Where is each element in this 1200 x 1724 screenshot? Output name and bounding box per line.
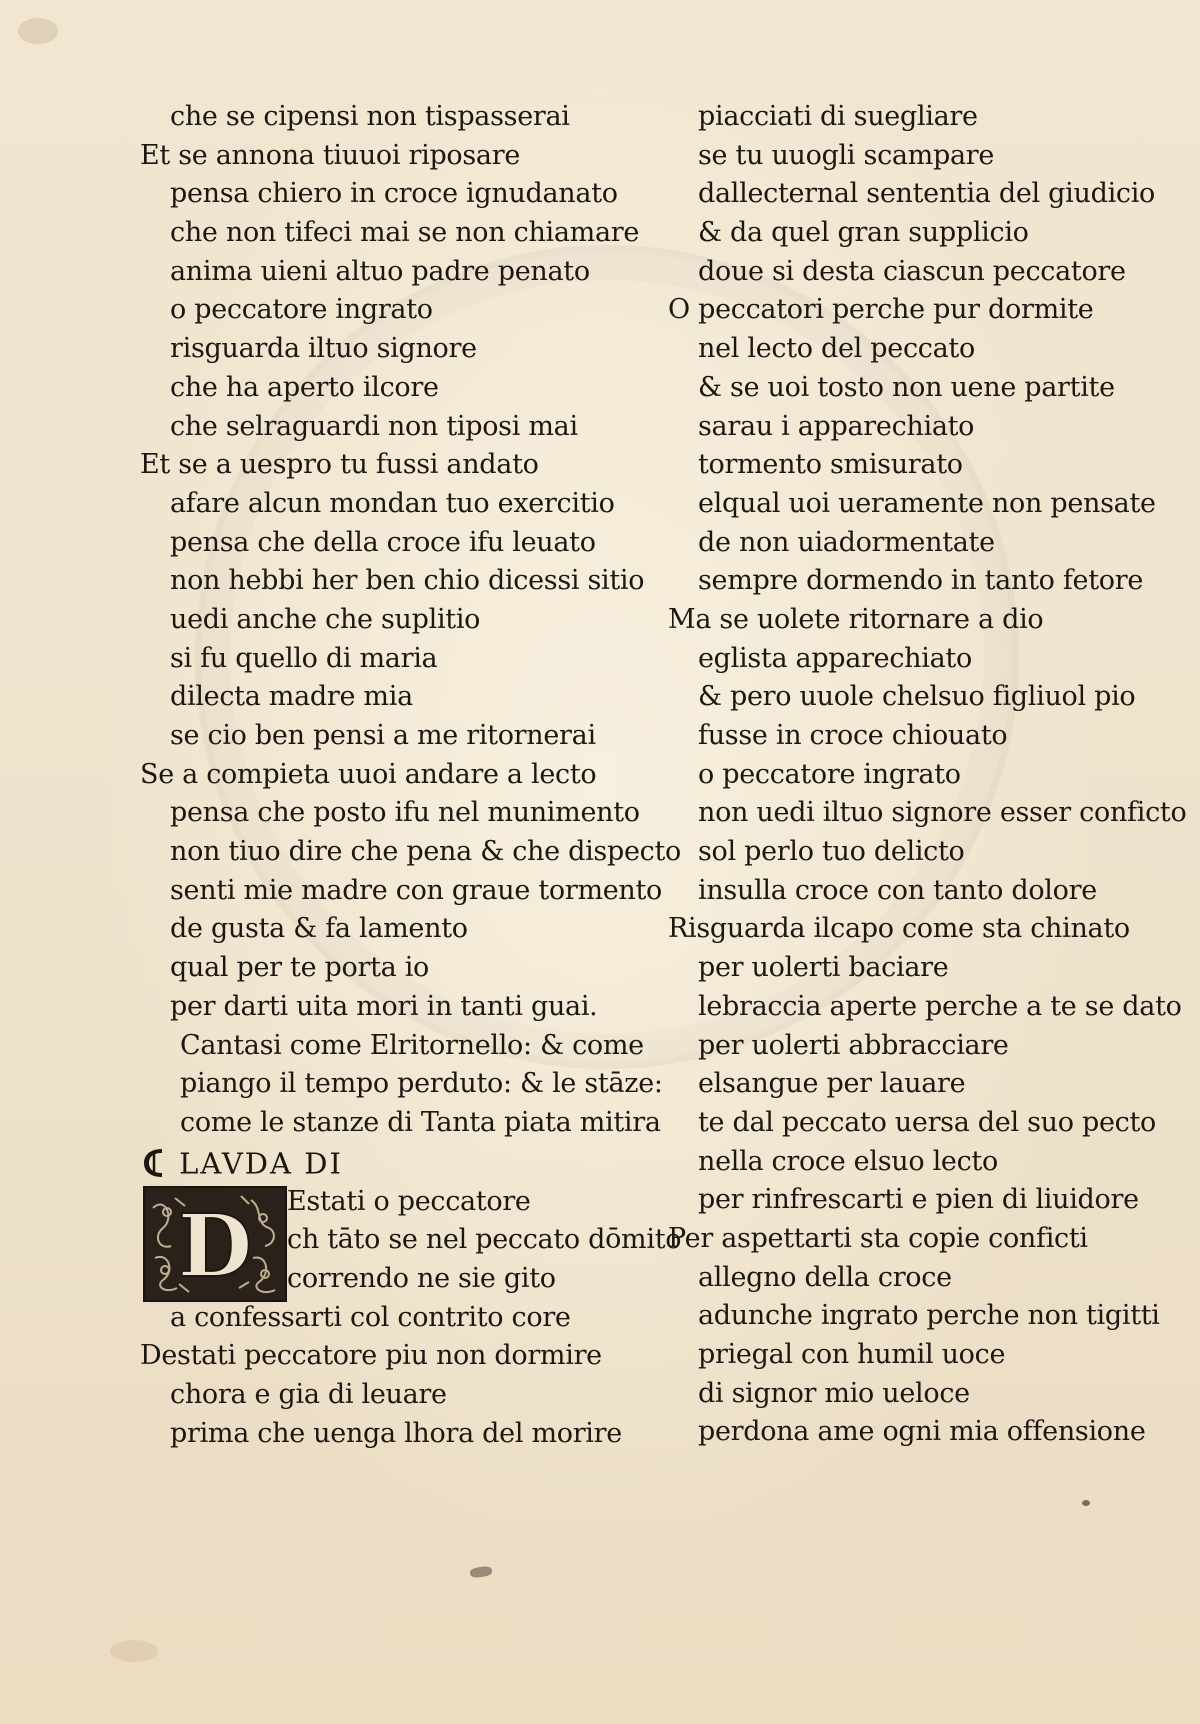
verse-line: dallecternal sententia del giudicio <box>698 178 1156 210</box>
verse-line: a confessarti col contrito core <box>170 1301 571 1333</box>
verse-line: se cio ben pensi a me ritornerai <box>170 720 596 751</box>
lines-beside-initial <box>287 1183 681 1299</box>
rubric-line: Cantasi come Elritornello: & come <box>180 1029 644 1061</box>
verse-line: Et se annona tiuuoi riposare <box>140 139 521 171</box>
verse-line: insulla croce con tanto dolore <box>698 874 1097 906</box>
verse-line: di signor mio ueloce <box>698 1377 970 1409</box>
verse-line: nella croce elsuo lecto <box>698 1145 998 1177</box>
left-column <box>140 98 682 1453</box>
decorated-initial-block <box>140 1183 682 1299</box>
verse-line: chora e gia di leuare <box>170 1378 447 1410</box>
verse-line: risguarda iltuo signore <box>170 333 477 365</box>
verse-line: non uedi iltuo signore esser conficto <box>698 797 1187 829</box>
verse-line: che se cipensi non tispasserai <box>170 101 570 132</box>
verse-line: de non uiadormentate <box>698 526 995 558</box>
section-heading <box>140 1143 670 1183</box>
verse-line: & se uoi tosto non uene partite <box>698 371 1115 403</box>
verse-line: pensa che posto ifu nel munimento <box>170 797 640 829</box>
verse-line: doue si desta ciascun peccatore <box>698 255 1126 287</box>
verse-line: sempre dormendo in tanto fetore <box>698 565 1144 597</box>
rubric-line: come le stanze di Tanta piata mitira <box>180 1106 661 1138</box>
verse-line: allegno della croce <box>698 1261 952 1293</box>
verse-line: senti mie madre con graue tormento <box>170 874 663 906</box>
svg-text:D: D <box>177 1195 253 1297</box>
verse-line: elqual uoi ueramente non pensate <box>698 487 1156 519</box>
verse-line: non tiuo dire che pena & che dispecto <box>170 836 681 868</box>
verse-line: ch tāto se nel peccato dōmito <box>287 1224 682 1256</box>
verse-line: sarau i apparechiato <box>698 410 975 442</box>
verse-line: prima che uenga lhora del morire <box>170 1417 622 1449</box>
ink-dot <box>1082 1500 1090 1506</box>
verse-line: che non tifeci mai se non chiamare <box>170 217 640 249</box>
verse-line: che selraguardi non tiposi mai <box>170 410 578 442</box>
verse-line: elsangue per lauare <box>698 1068 966 1100</box>
verse-line: piacciati di suegliare <box>698 101 978 132</box>
verse-line: anima uieni altuo padre penato <box>170 255 590 287</box>
verse-line: Per aspettarti sta copie conficti <box>668 1222 1088 1254</box>
verse-line: de gusta & fa lamento <box>170 913 468 945</box>
verse-line: priegal con humil uoce <box>698 1339 1006 1370</box>
verse-line: tormento smisurato <box>698 449 963 481</box>
verse-line: Ma se uolete ritornare a dio <box>668 603 1044 635</box>
verse-line: per uolerti baciare <box>698 952 949 984</box>
verse-line: lebraccia aperte perche a te se dato <box>698 990 1182 1022</box>
verse-line: pensa chiero in croce ignudanato <box>170 178 618 210</box>
verse-line: fusse in croce chiouato <box>698 720 1008 751</box>
verse-line: te dal peccato uersa del suo pecto <box>698 1106 1156 1138</box>
verse-line: uedi anche che suplitio <box>170 603 481 635</box>
stain-top-left <box>18 18 58 44</box>
verse-line: afare alcun mondan tuo exercitio <box>170 487 615 519</box>
verse-line: pensa che della croce ifu leuato <box>170 526 596 558</box>
woodcut-initial <box>143 1186 287 1302</box>
verse-line: qual per te porta io <box>170 952 430 984</box>
verse-line: Risguarda ilcapo come sta chinato <box>668 913 1130 945</box>
verse-line: Destati peccatore piu non dormire <box>140 1340 602 1372</box>
verse-line: eglista apparechiato <box>698 642 972 674</box>
paragraph-mark-icon <box>140 1146 170 1180</box>
verse-line: che ha aperto ilcore <box>170 371 439 403</box>
verse-line: per darti uita mori in tanti guai. <box>170 990 598 1022</box>
verse-line: Et se a uespro tu fussi andato <box>140 449 539 481</box>
right-column <box>668 98 1187 1452</box>
verse-line: se tu uuogli scampare <box>698 139 995 171</box>
verse-line: o peccatore ingrato <box>698 758 961 790</box>
verse-line: dilecta madre mia <box>170 681 413 713</box>
heading-title: LAVDA DI <box>179 1146 343 1181</box>
verse-line: Se a compieta uuoi andare a lecto <box>140 758 597 790</box>
verse-line: perdona ame ogni mia offensione <box>698 1416 1146 1448</box>
verse-line: per uolerti abbracciare <box>698 1029 1009 1061</box>
verse-line: & da quel gran supplicio <box>698 217 1029 249</box>
verse-line: correndo ne sie gito <box>287 1262 556 1294</box>
verse-line: Estati o peccatore <box>287 1185 531 1217</box>
ink-smudge <box>469 1566 492 1579</box>
verse-line: O peccatori perche pur dormite <box>668 294 1094 326</box>
stain-bottom-left <box>110 1640 158 1662</box>
verse-line: per rinfrescarti e pien di liuidore <box>698 1184 1139 1216</box>
verse-line: & pero uuole chelsuo figliuol pio <box>698 681 1136 713</box>
verse-line: adunche ingrato perche non tigitti <box>698 1300 1160 1332</box>
verse-line: o peccatore ingrato <box>170 294 433 326</box>
floral-ornament-icon <box>145 1188 285 1300</box>
rubric-line: piango il tempo perduto: & le stāze: <box>180 1068 663 1100</box>
verse-line: non hebbi her ben chio dicessi sitio <box>170 565 645 597</box>
verse-line: sol perlo tuo delicto <box>698 836 965 868</box>
verse-line: si fu quello di maria <box>170 642 438 674</box>
verse-line: nel lecto del peccato <box>698 333 975 365</box>
